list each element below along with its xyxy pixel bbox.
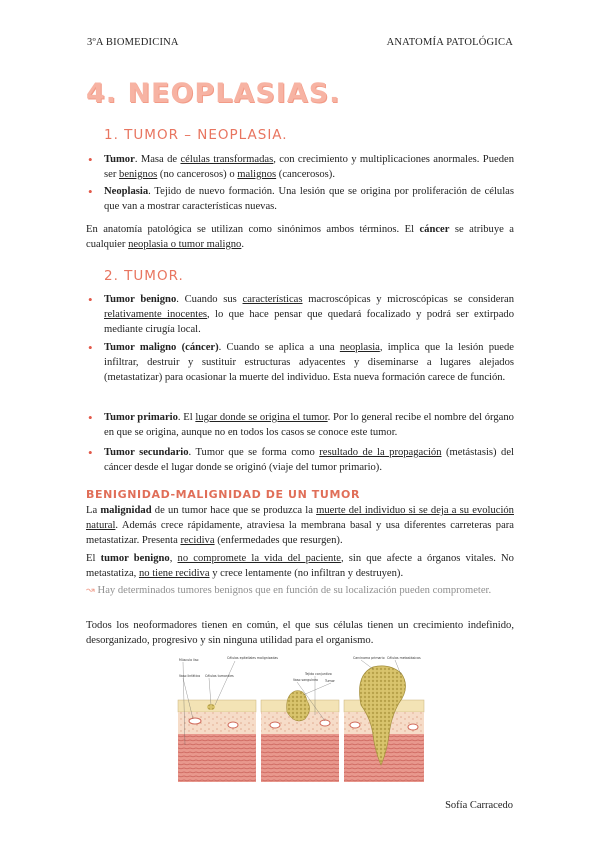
fig-label-4: Tejido conjuntivo	[305, 672, 332, 676]
panel-in-situ	[261, 691, 339, 782]
header-left: 3ºA BIOMEDICINA	[87, 37, 179, 48]
paragraph-synonyms: En anatomía patológica se utilizan como sinónimos ambos términos. El cáncer se atribuye a cualquier neoplasia o tumor maligno.	[86, 224, 514, 250]
tumor-illustration	[175, 655, 427, 785]
bullet-tumor-maligno: • Tumor maligno (cáncer). Cuando se aplica a una neoplasia, implica que la lesión puede infiltrar, destruir y sustituir estructuras adyacentes y diseminarse a lugares alejados (metastatizar) para ocasionar la muerte del individuo. Esta nueva formación carece de función.	[104, 340, 514, 385]
bullet-neoplasia: • Neoplasia. Tejido de nuevo formación. Una lesión que se origina por proliferación de células que van a mostrar características nuevas.	[104, 184, 514, 214]
header-right: ANATOMÍA PATOLÓGICA	[386, 37, 513, 48]
panel-normal	[178, 700, 256, 782]
section-heading-1: 1. TUMOR – NEOPLASIA.	[104, 127, 288, 143]
paragraph-note: ↝ Hay determinados tumores benignos que en función de su localización pueden comprometer.	[86, 585, 492, 596]
paragraph-malignidad: La malignidad de un tumor hace que se produzca la muerte del individuo si se deja a su evolución natural. Además crece rápidamente, atraviesa la membrana basal y usa diferentes carreteras para metastatizar. Presenta recidiva (enfermedades que resurgen).	[86, 505, 514, 546]
fig-label-5: Vaso sanguíneo	[293, 678, 319, 682]
paragraph-tumor-benigno: El tumor benigno, no compromete la vida del paciente, sin que afecte a órganos vitales. No metastatiza, no tiene recidiva y crece lentamente (no infiltran y destruyen).	[86, 553, 514, 579]
fig-label-0: Músculo liso	[179, 658, 199, 662]
paragraph-neoformadores: Todos los neoformadores tienen en común, el que sus células tienen un crecimiento indefinido, desorganizado, progresivo y sin ninguna utilidad para el organismo.	[86, 620, 514, 646]
section-heading-2: 2. TUMOR.	[104, 268, 184, 284]
bullet-tumor: • Tumor. Masa de células transformadas, con crecimiento y multiplicaciones anormales. Pueden ser benignos (no cancerosos) o malignos (cancerosos).	[104, 152, 514, 182]
fig-label-1: Células epiteliales malignizadas	[227, 656, 278, 660]
fig-label-6: Tumor	[325, 679, 335, 683]
bullet-tumor-secundario: • Tumor secundario. Tumor que se forma como resultado de la propagación (metástasis) del cáncer desde el lugar donde se originó (viaje del tumor primario).	[104, 445, 514, 475]
bullet-tumor-primario: • Tumor primario. El lugar donde se origina el tumor. Por lo general recibe el nombre del órgano en que se origina, aunque no en todos los casos se conoce este tumor.	[104, 410, 514, 440]
fig-label-8: Células metastásicas	[387, 656, 421, 660]
section-heading-3: BENIGNIDAD-MALIGNIDAD DE UN TUMOR	[86, 488, 361, 501]
fig-label-3: Células tumorales	[205, 674, 234, 678]
fig-label-7: Carcinoma primario	[353, 656, 385, 660]
wavy-arrow-icon: ↝	[86, 585, 95, 596]
fig-label-2: Vaso linfático	[179, 674, 201, 678]
page-title: 4. NEOPLASIAS.	[86, 78, 341, 109]
bullet-tumor-benigno: • Tumor benigno. Cuando sus características macroscópicas y microscópicas se consideran relativamente inocentes, lo que hace pensar que quedará focalizado y podrá ser extirpado mediante cirugía local.	[104, 292, 514, 337]
footer-author: Sofía Carracedo	[445, 800, 513, 811]
